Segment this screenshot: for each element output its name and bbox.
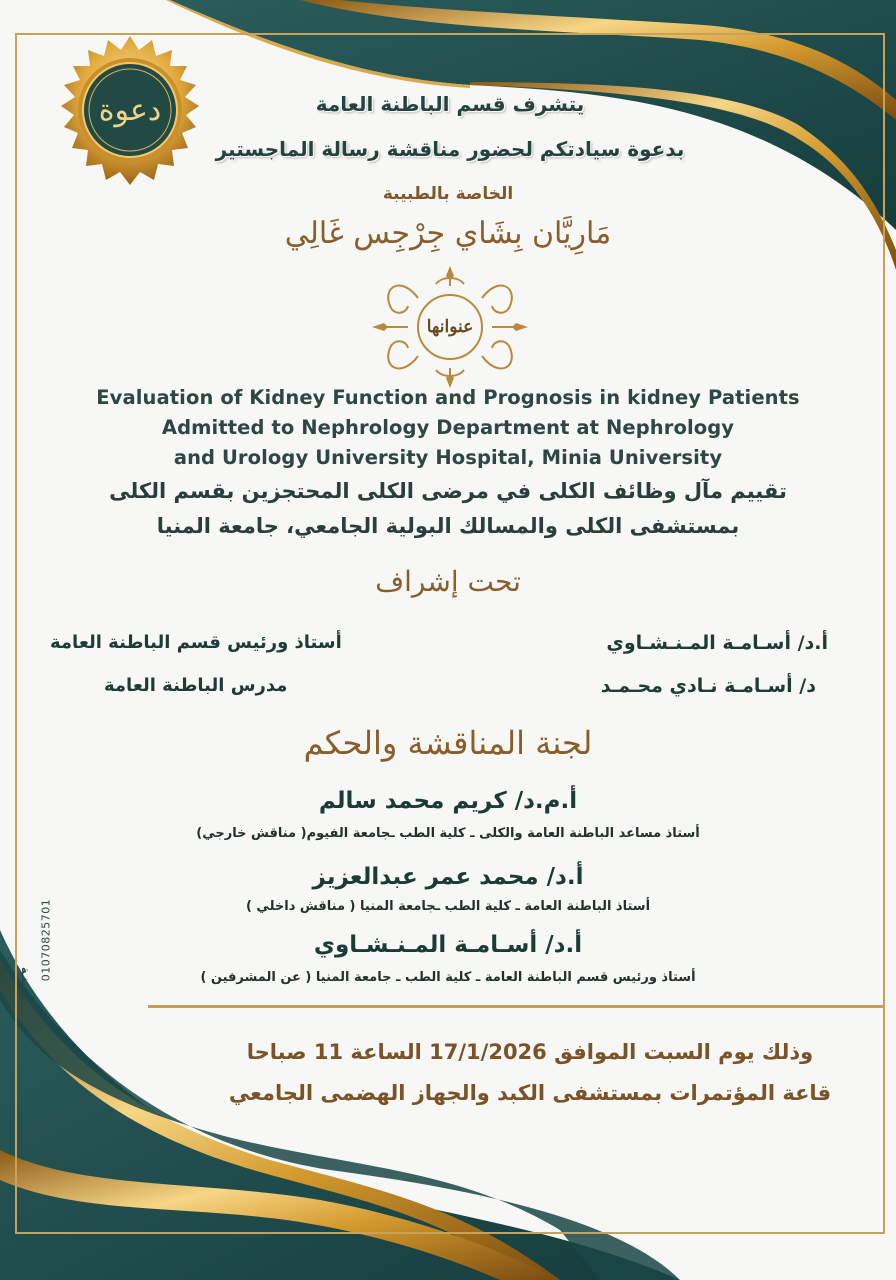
event-date-time: وذلك يوم السبت الموافق 17/1/2026 الساعة 11 صباحا [246, 1040, 814, 1064]
committee-member-1-name: أ.م.د/ كريم محمد سالم [318, 788, 578, 814]
candidate-name: مَارِيَّان بِشَاي جِرْجِس غَالِي [284, 216, 612, 251]
thesis-title-en-line-2: Admitted to Nephrology Department at Nephrology [161, 416, 735, 439]
event-divider [148, 1005, 883, 1008]
thesis-title-en-line-3: and Urology University Hospital, Minia University [173, 446, 723, 469]
host-department: يتشرف قسم الباطنة العامة [315, 92, 585, 116]
printer-credit [16, 880, 56, 1000]
printer-name: زيــنـة [19, 967, 32, 1000]
printer-phone: 01070825701 [39, 898, 53, 982]
event-venue: قاعة المؤتمرات بمستشفى الكبد والجهاز الهضمى الجامعي [228, 1081, 832, 1105]
thesis-title-en-line-1: Evaluation of Kidney Function and Prognosis in kidney Patients [96, 386, 800, 409]
ornament-label: عنوانها [426, 317, 474, 337]
candidate-intro: الخاصة بالطبيبة [382, 184, 514, 204]
thesis-title-ar-line-2: بمستشفى الكلى والمسالك البولية الجامعي، جامعة المنيا [156, 514, 740, 538]
committee-heading: لجنة المناقشة والحكم [303, 724, 593, 762]
supervisor-1-title: أستاذ ورئيس قسم الباطنة العامة [50, 632, 342, 653]
committee-member-3-title: أستاذ ورئيس قسم الباطنة العامة ـ كلية الطب ـ جامعة المنيا ( عن المشرفين ) [200, 970, 696, 985]
seal-label: دعوة [98, 92, 162, 128]
supervisor-2-title: مدرس الباطنة العامة [104, 675, 288, 696]
supervisor-2-name: د/ أسـامـة نـادي محـمـد [600, 675, 816, 697]
committee-member-3-name: أ.د/ أسـامـة المـنـشـاوي [313, 932, 583, 958]
committee-member-2-title: أستاذ الباطنة العامة ـ كلية الطب ـجامعة المنيا ( مناقش داخلي ) [245, 899, 651, 914]
committee-member-2-name: أ.د/ محمد عمر عبدالعزيز [312, 864, 584, 890]
supervisor-1-name: أ.د/ أسـامـة المـنـشـاوي [606, 632, 828, 654]
title-ornament [372, 266, 528, 388]
thesis-title-ar-line-1: تقييم مآل وظائف الكلى في مرضى الكلى المحتجزين بقسم الكلى [109, 479, 787, 503]
supervision-heading: تحت إشراف [375, 565, 521, 598]
invitation-line: بدعوة سيادتكم لحضور مناقشة رسالة الماجستير [215, 137, 685, 161]
committee-member-1-title: أستاذ مساعد الباطنة العامة والكلى ـ كلية الطب ـجامعة الفيوم( مناقش خارجي) [196, 826, 700, 841]
